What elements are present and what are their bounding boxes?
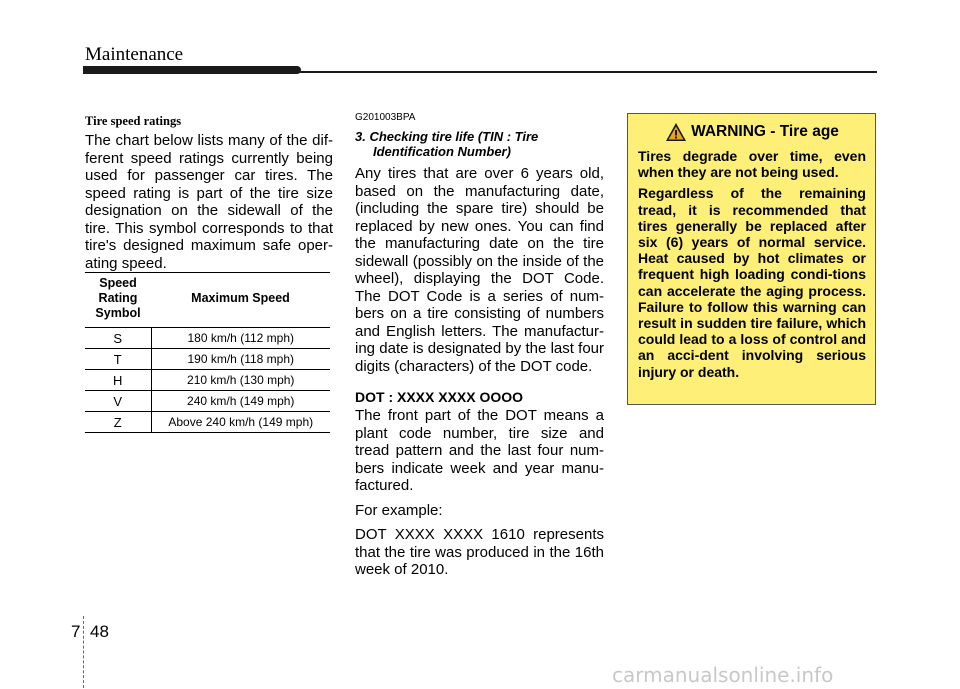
header-bar (83, 66, 301, 74)
middle-column (355, 108, 604, 586)
warning-text-2: Regardless of the remaining tread, it is recommended that tires generally be replaced after six (6) years of normal service. Heat caused by hot climates or frequent high loading condi-tions can accelerate the aging process. Failure to follow this warning can result in sudden tire failure, which could lead to a loss of control and an acci-dent involving serious injury or death. (638, 185, 866, 380)
table-header-speed: Maximum Speed (151, 273, 330, 328)
table-cell-symbol: Z (85, 412, 151, 433)
warning-title-text: WARNING - Tire age (691, 123, 839, 140)
table-cell-symbol: S (85, 328, 151, 349)
chapter-number: 7 (71, 622, 81, 641)
table-cell-speed: 190 km/h (118 mph) (151, 349, 330, 370)
table-cell-symbol: V (85, 391, 151, 412)
tire-life-heading (355, 129, 604, 159)
speed-ratings-text: The chart below lists many of the dif-ferent speed ratings currently being used for passenger car tires. The speed rating is part of the tire size designation on the sidewall of the tire. This symbol corresponds to that tire's designed maximum safe oper-ating speed. (85, 132, 333, 272)
table-row (85, 412, 330, 433)
dot-code-text: The front part of the DOT means a plant code number, tire size and tread pattern and the last four num-bers indicate week and year manu-factured. (355, 407, 604, 494)
page-number: 48 (90, 622, 109, 641)
tire-life-heading-line1: 3. Checking tire life (TIN : Tire (355, 129, 539, 144)
footer-divider (83, 616, 85, 688)
table-cell-speed: Above 240 km/h (149 mph) (151, 412, 330, 433)
watermark: carmanualsonline.info (612, 663, 834, 687)
table-header-symbol: Speed Rating Symbol (85, 273, 151, 328)
warning-title (638, 122, 866, 142)
table-row (85, 370, 330, 391)
tire-life-text: Any tires that are over 6 years old, based on the manufacturing date, (including the spare tire) should be replaced by new ones. You can find the manufacturing date on the tire sidewall (possibly on the inside of the wheel), displaying the DOT Code. The DOT Code is a series of num-bers on a tire consisting of numbers and English letters. The manufactur-ing date is designated by the last four digits (characters) of the DOT code. (355, 165, 604, 375)
warning-box (627, 113, 876, 405)
table-cell-symbol: H (85, 370, 151, 391)
left-column (85, 108, 333, 272)
table-cell-speed: 180 km/h (112 mph) (151, 328, 330, 349)
table-row (85, 349, 330, 370)
header-rule (300, 71, 877, 73)
table-cell-symbol: T (85, 349, 151, 370)
example-label: For example: (355, 501, 443, 519)
example-text: DOT XXXX XXXX 1610 represents that the tire was produced in the 16th week of 2010. (355, 526, 604, 578)
warning-text-1: Tires degrade over time, even when they are not being used. (638, 148, 866, 181)
document-code: G201003BPA (355, 112, 416, 123)
speed-rating-table (85, 272, 330, 433)
warning-triangle-icon (665, 122, 687, 142)
table-cell-speed: 240 km/h (149 mph) (151, 391, 330, 412)
table-row (85, 391, 330, 412)
dot-code-heading: DOT : XXXX XXXX OOOO (355, 389, 524, 405)
table-row (85, 328, 330, 349)
section-title: Maintenance (85, 44, 184, 65)
table-cell-speed: 210 km/h (130 mph) (151, 370, 330, 391)
tire-life-heading-line2: Identification Number) (373, 144, 511, 159)
speed-ratings-heading: Tire speed ratings (85, 114, 182, 128)
